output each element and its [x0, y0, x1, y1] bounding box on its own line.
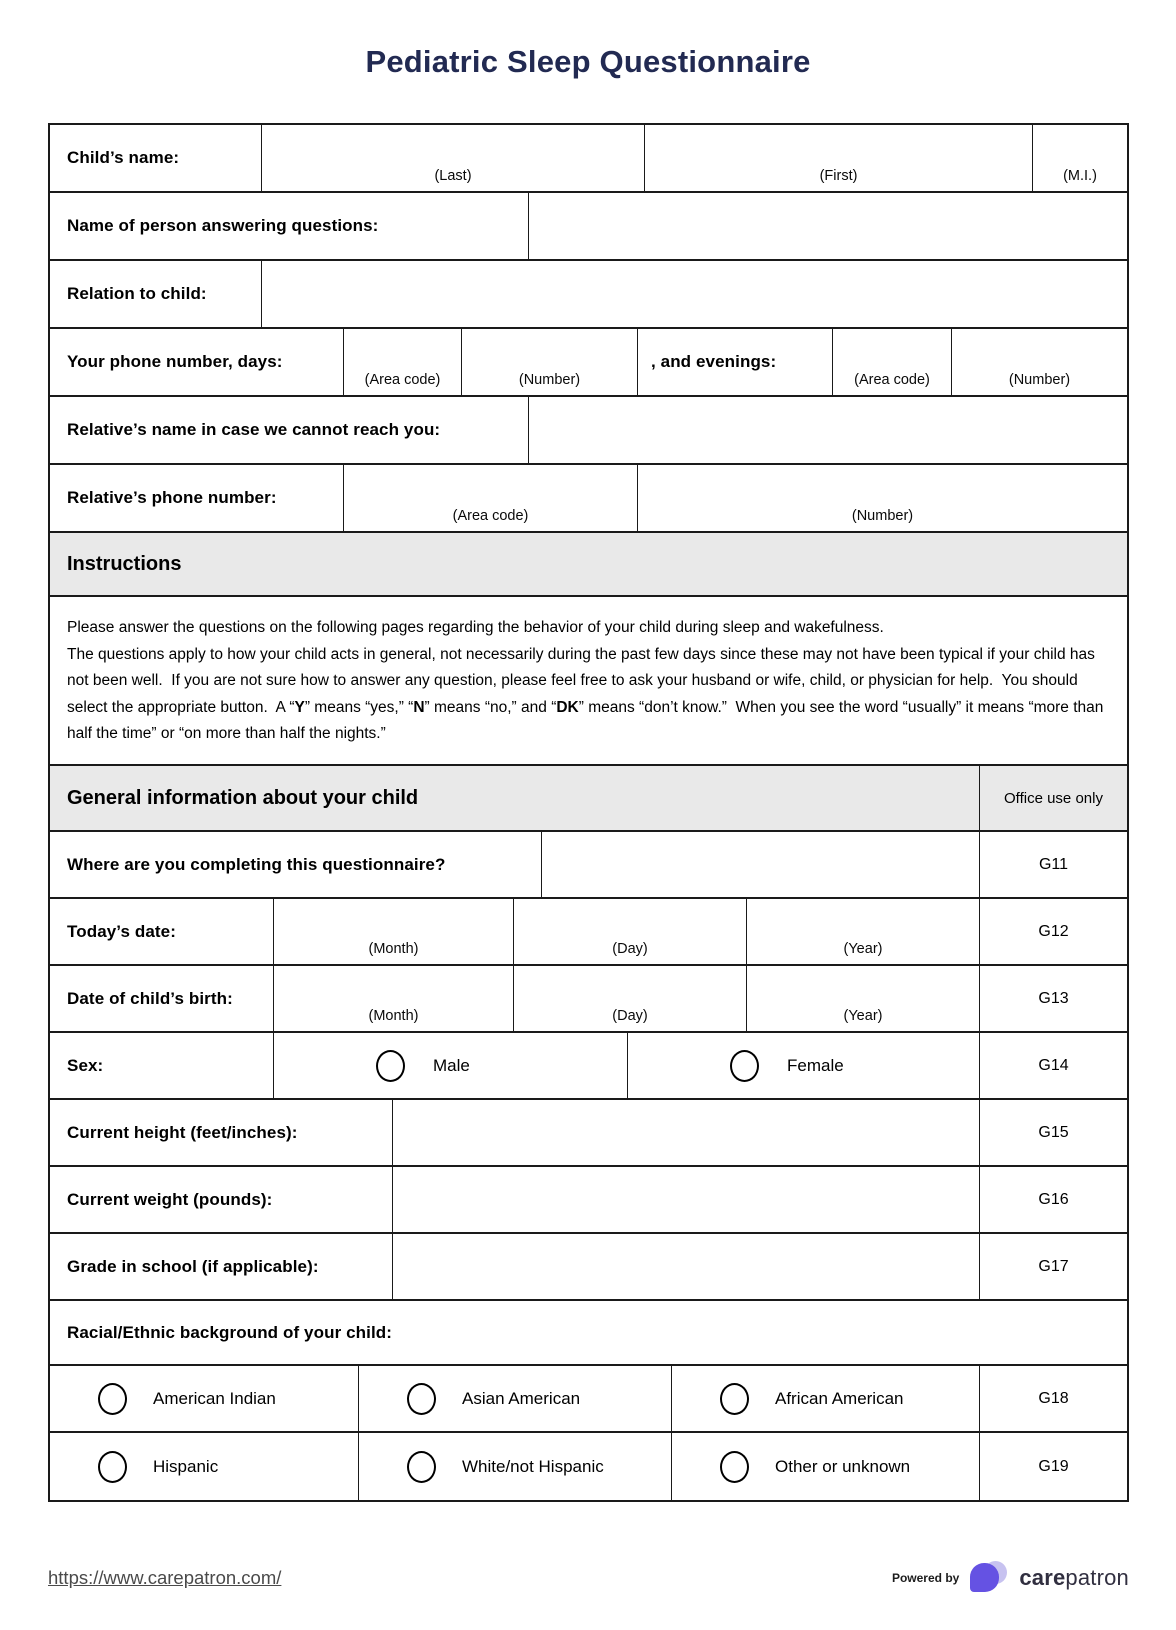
other-or-unknown-radio[interactable] [720, 1451, 749, 1483]
instructions-paragraph: The questions apply to how your child acts in general, not necessarily during the past few days since these may not have been typical if your child has not been well. If you are not sure how to answer any question, please feel free to ask your husband or wife, child, or physician for help. You should select the appropriate button. A “Y” means “yes,” “N” means “no,” and “DK” means “don’t know.” When you see the word “usually” it means “more than half the time” or “on more than half the nights.” [67, 645, 1108, 742]
childs-first-name-field[interactable] [645, 125, 1033, 191]
phone-evenings-number-field[interactable] [952, 329, 1127, 395]
grade-field[interactable] [393, 1234, 980, 1299]
office-code-g14: G14 [1038, 1056, 1069, 1074]
office-code-g16: G16 [1038, 1190, 1069, 1208]
childs-name-label-cell [50, 125, 262, 191]
carepatron-logo-icon [968, 1560, 1010, 1596]
row-person-answering [50, 193, 1127, 261]
relative-phone-label: Relative’s phone number: [67, 488, 277, 507]
first-name-hint: (First) [819, 168, 858, 184]
page-footer [48, 1560, 1129, 1596]
ethnicity-option-label: American Indian [153, 1388, 276, 1408]
phone-days-area-code-field[interactable] [344, 329, 462, 395]
relative-phone-label-cell [50, 465, 344, 531]
month-hint: (Month) [368, 1008, 419, 1024]
relation-field[interactable] [262, 261, 1127, 327]
instructions-header-cell [50, 533, 1127, 595]
height-label: Current height (feet/inches): [67, 1122, 298, 1142]
year-hint: (Year) [843, 941, 883, 957]
office-code-g11: G11 [1038, 855, 1069, 873]
row-sex [50, 1033, 1127, 1100]
dob-label: Date of child’s birth: [67, 988, 233, 1008]
ethnicity-option-label: Asian American [462, 1388, 581, 1408]
person-answering-field[interactable] [529, 193, 1127, 259]
where-label-cell [50, 832, 542, 897]
dob-label-cell [50, 966, 274, 1031]
person-answering-label: Name of person answering questions: [67, 216, 379, 235]
number-hint: (Number) [851, 508, 914, 524]
office-code-g17: G17 [1038, 1257, 1069, 1275]
dob-day-field[interactable] [514, 966, 747, 1031]
relation-label: Relation to child: [67, 284, 207, 303]
sex-male-option [274, 1033, 628, 1098]
instructions-header: Instructions [67, 552, 182, 575]
phone-evenings-area-code-field[interactable] [833, 329, 952, 395]
today-year-field[interactable] [747, 899, 980, 964]
powered-by-label: Powered by [891, 1571, 960, 1585]
powered-by-block [892, 1560, 1129, 1596]
instructions-body-row [50, 597, 1127, 766]
ethnicity-option-asian-american [359, 1366, 672, 1431]
instructions-header-row [50, 533, 1127, 597]
row-todays-date [50, 899, 1127, 966]
male-radio[interactable] [376, 1050, 405, 1082]
office-use-cell [980, 766, 1127, 830]
sex-label-cell [50, 1033, 274, 1098]
relative-phone-area-code-field[interactable] [344, 465, 638, 531]
area-code-hint: (Area code) [364, 372, 441, 388]
height-label-cell [50, 1100, 393, 1165]
ethnicity-option-white-not-hispanic [359, 1433, 672, 1500]
row-date-of-birth [50, 966, 1127, 1033]
asian-american-radio[interactable] [407, 1383, 436, 1415]
general-info-header-row [50, 766, 1127, 832]
male-label: Male [433, 1055, 470, 1075]
office-code-g18: G18 [1038, 1389, 1069, 1407]
day-hint: (Day) [612, 1008, 648, 1024]
weight-label: Current weight (pounds): [67, 1189, 273, 1209]
sex-label: Sex: [67, 1055, 104, 1075]
office-code-g13: G13 [1038, 989, 1069, 1007]
day-hint: (Day) [612, 941, 648, 957]
year-hint: (Year) [843, 1008, 883, 1024]
relation-label-cell [50, 261, 262, 327]
childs-mi-field[interactable] [1033, 125, 1127, 191]
african-american-radio[interactable] [720, 1383, 749, 1415]
ethnicity-option-african-american [672, 1366, 980, 1431]
weight-field[interactable] [393, 1167, 980, 1232]
grade-label-cell [50, 1234, 393, 1299]
today-day-field[interactable] [514, 899, 747, 964]
ethnicity-option-label: African American [775, 1388, 904, 1408]
row-phone [50, 329, 1127, 397]
today-month-field[interactable] [274, 899, 514, 964]
area-code-hint: (Area code) [452, 508, 529, 524]
racial-header-label: Racial/Ethnic background of your child: [67, 1322, 393, 1342]
instructions-line-1: Please answer the questions on the following pages regarding the behavior of your child during sleep and wakefulness. [67, 619, 884, 636]
row-relative-phone [50, 465, 1127, 533]
mi-hint: (M.I.) [1063, 168, 1097, 184]
todays-date-label-cell [50, 899, 274, 964]
relative-name-label: Relative’s name in case we cannot reach you: [67, 420, 441, 439]
office-code-g12: G12 [1038, 922, 1069, 940]
row-ethnicity-1 [50, 1366, 1127, 1433]
ethnicity-option-label: White/not Hispanic [462, 1456, 604, 1476]
row-weight [50, 1167, 1127, 1234]
number-hint: (Number) [518, 372, 581, 388]
instructions-body [50, 597, 1127, 764]
row-where [50, 832, 1127, 899]
number-hint: (Number) [1008, 372, 1071, 388]
where-field[interactable] [542, 832, 980, 897]
general-info-header-cell [50, 766, 980, 830]
page-title: Pediatric Sleep Questionnaire [365, 44, 811, 79]
phone-days-label-cell [50, 329, 344, 395]
todays-date-label: Today’s date: [67, 921, 176, 941]
female-label: Female [787, 1055, 844, 1075]
relative-name-label-cell [50, 397, 529, 463]
white-not-hispanic-radio[interactable] [407, 1451, 436, 1483]
relative-phone-number-field[interactable] [638, 465, 1127, 531]
phone-days-number-field[interactable] [462, 329, 638, 395]
ethnicity-option-american-indian [50, 1366, 359, 1431]
row-childs-name [50, 125, 1127, 193]
weight-label-cell [50, 1167, 393, 1232]
american-indian-radio[interactable] [98, 1383, 127, 1415]
questionnaire-form [48, 123, 1129, 1502]
phone-evenings-label-cell [638, 329, 833, 395]
month-hint: (Month) [368, 941, 419, 957]
grade-label: Grade in school (if applicable): [67, 1256, 319, 1276]
sex-female-option [628, 1033, 980, 1098]
carepatron-link[interactable]: https://www.carepatron.com/ [48, 1567, 282, 1588]
childs-name-label: Child’s name: [67, 148, 180, 167]
phone-evenings-label: , and evenings: [651, 352, 777, 371]
row-relative-name [50, 397, 1127, 465]
office-code-g15: G15 [1038, 1123, 1069, 1141]
dob-month-field[interactable] [274, 966, 514, 1031]
office-use-label: Office use only [1004, 789, 1103, 807]
ethnicity-option-other-unknown [672, 1433, 980, 1500]
relative-name-field[interactable] [529, 397, 1127, 463]
dob-year-field[interactable] [747, 966, 980, 1031]
height-field[interactable] [393, 1100, 980, 1165]
last-name-hint: (Last) [434, 168, 472, 184]
phone-days-label: Your phone number, days: [67, 352, 283, 371]
logo-purple-blob [970, 1563, 999, 1592]
row-ethnicity-2 [50, 1433, 1127, 1500]
office-code-g19: G19 [1038, 1457, 1069, 1475]
area-code-hint: (Area code) [854, 372, 930, 388]
ethnicity-option-label: Hispanic [153, 1456, 219, 1476]
row-height [50, 1100, 1127, 1167]
carepatron-wordmark: carepatron [1019, 1565, 1129, 1590]
ethnicity-option-label: Other or unknown [775, 1456, 911, 1476]
person-answering-label-cell [50, 193, 529, 259]
ethnicity-option-hispanic [50, 1433, 359, 1500]
row-racial-header [50, 1301, 1127, 1366]
general-info-header: General information about your child [67, 786, 419, 809]
where-label: Where are you completing this questionnaire? [67, 854, 446, 874]
row-relation [50, 261, 1127, 329]
female-radio[interactable] [730, 1050, 759, 1082]
racial-header-cell [50, 1301, 1127, 1364]
childs-last-name-field[interactable] [262, 125, 645, 191]
row-grade [50, 1234, 1127, 1301]
hispanic-radio[interactable] [98, 1451, 127, 1483]
